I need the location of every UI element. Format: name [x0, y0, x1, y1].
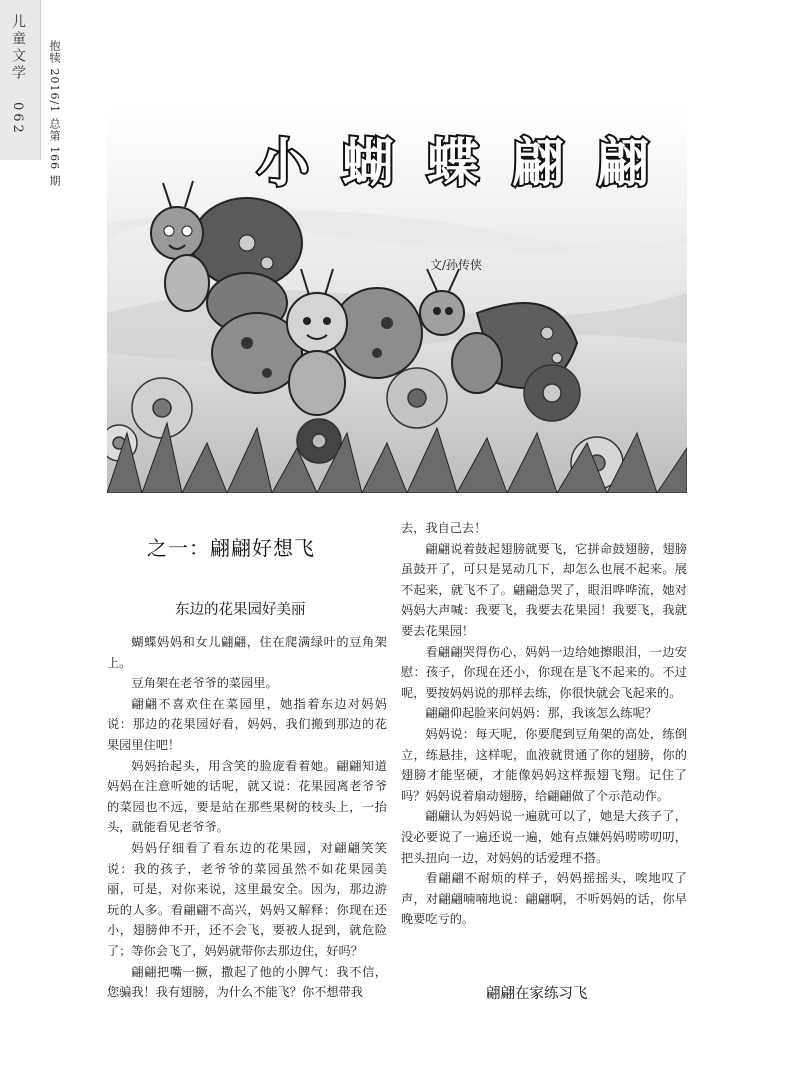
paragraph: 去，我自己去！ — [401, 521, 487, 535]
section-heading-1: 东边的花果园好美丽 — [175, 602, 306, 618]
title-char: 小 — [257, 134, 310, 194]
paragraph: 豆角架在老爷爷的菜园里。 — [131, 676, 278, 691]
author-byline: 文/孙传侠 — [430, 258, 483, 272]
issue-info: 抱犊 2016/1 总第 166 期 — [48, 40, 61, 187]
journal-name: 儿童文学 — [10, 14, 26, 82]
title-char: 翩 — [512, 134, 565, 194]
paragraph: 翩翩不喜欢住在菜园里，她指着东边对妈妈说：那边的花果园好看，妈妈，我们搬到那边的花果园里住吧！ — [107, 696, 387, 752]
chapter-title: 之一：翩翩好想飞 — [147, 536, 315, 560]
paragraph: 妈妈抬起头，用含笑的脸庞看着她。翩翩知道妈妈在注意听她的话呢，就又说：花果园离老爷爷的菜园也不远，要是站在那些果树的枝头上，一抬头，就能看见老爷爷。 — [107, 758, 387, 835]
paragraph: 看翩翩哭得伤心，妈妈一边给她擦眼泪，一边安慰：孩子，你现在还小，你现在是飞不起来的。不过呢，要按妈妈说的那样去练，你很快就会飞起来的。 — [401, 644, 687, 700]
section-heading-2: 翩翩在家练习飞 — [486, 986, 588, 1002]
right-column — [401, 518, 687, 930]
section-tab — [0, 0, 41, 160]
paragraph: 翩翩说着鼓起翅膀就要飞，它拼命鼓翅膀，翅膀虽鼓开了，可只是晃动几下，却怎么也展不起来。展不起来，就飞不了。翩翩急哭了，眼泪哗哗流，她对妈妈大声喊：我要飞，我要去花果园！我要飞，我就要去花果园！ — [401, 541, 687, 638]
left-column — [107, 632, 387, 1003]
paragraph: 看翩翩不耐烦的样子，妈妈摇摇头，唉地叹了声，对翩翩喃喃地说：翩翩啊，不听妈妈的话，你早晚要吃亏的。 — [401, 871, 687, 927]
paragraph: 翩翩认为妈妈说一遍就可以了，她是大孩子了，没必要说了一遍还说一遍，她有点嫌妈妈唠唠叨叨，把头扭向一边，对妈妈的话爱理不搭。 — [401, 809, 687, 865]
paragraph: 翩翩把嘴一撅，撒起了他的小脾气：我不信，您骗我！我有翅膀，为什么不能飞？你不想带我 — [107, 964, 387, 1000]
page-number: 062 — [10, 102, 25, 136]
paragraph: 妈妈仔细看了看东边的花果园，对翩翩笑笑说：我的孩子，老爷爷的菜园虽然不如花果园美丽，可是，对你来说，这里最安全。因为，那边游玩的人多。看翩翩不高兴，妈妈又解释：你现在还小，翅膀伸不开，还不会飞，要被人捉到，就危险了；等你会飞了，妈妈就带你去那边住，好吗？ — [107, 840, 387, 958]
title-char: 蝴 — [342, 134, 395, 194]
paragraph: 妈妈说：每天呢，你要爬到豆角架的高处，练倒立，练悬挂，这样呢，血液就贯通了你的翅膀，你的翅膀才能坚硬，才能像妈妈这样振翅飞翔。记住了吗？妈妈说着扇动翅膀，给翩翩做了个示范动作。 — [401, 726, 687, 803]
title-char: 蝶 — [427, 134, 480, 194]
title-char: 翩 — [597, 134, 650, 194]
butterfly-illustration — [107, 103, 687, 493]
paragraph: 翩翩仰起脸来问妈妈：那，我该怎么练呢？ — [425, 706, 657, 721]
paragraph: 蝴蝶妈妈和女儿翩翩，住在爬满绿叶的豆角架上。 — [107, 635, 387, 670]
